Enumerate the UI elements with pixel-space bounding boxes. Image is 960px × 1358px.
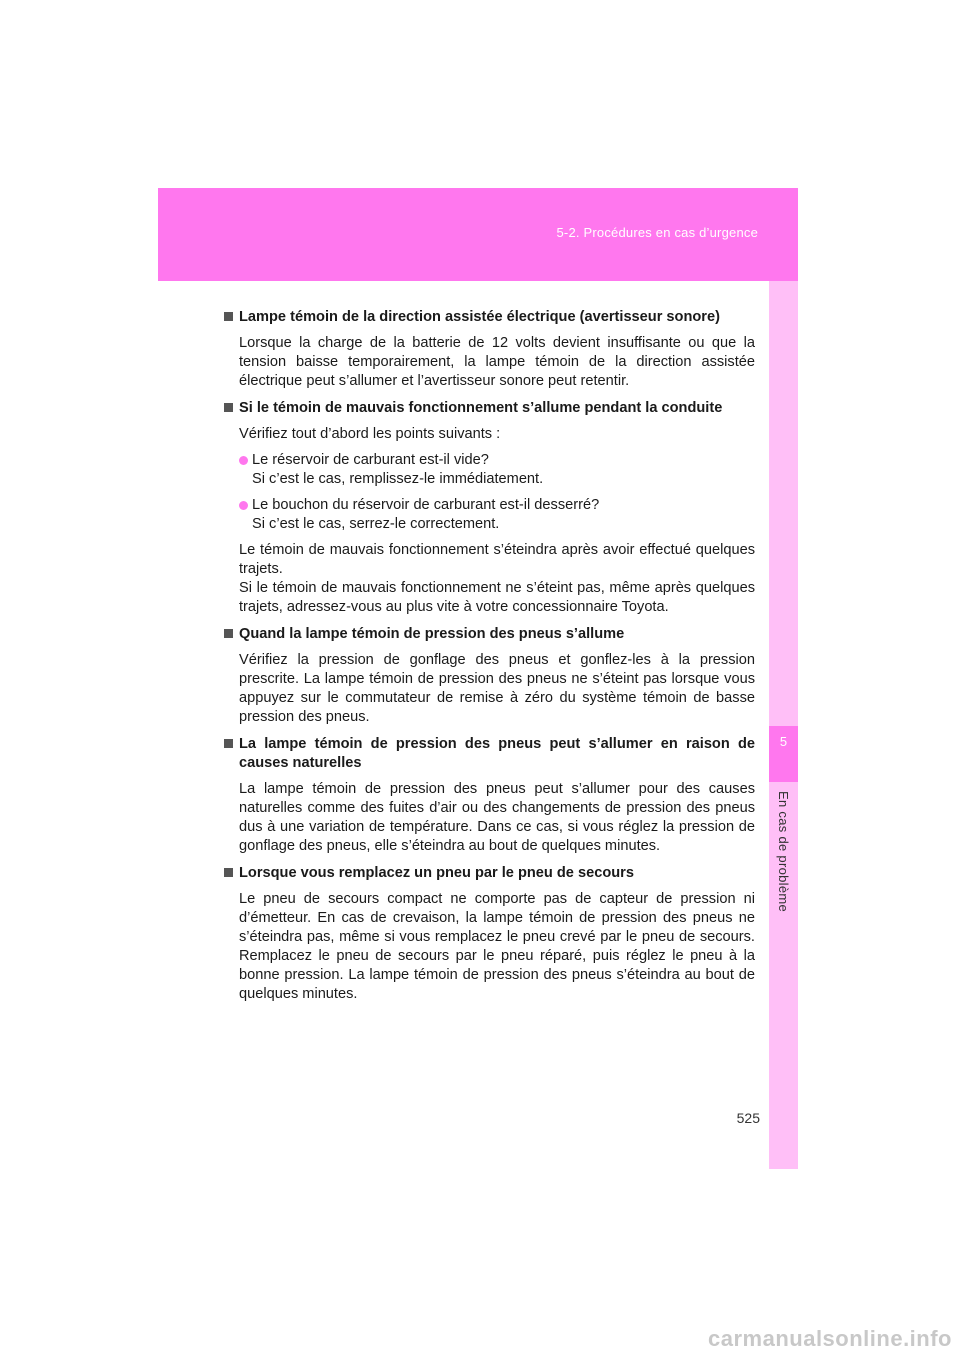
square-bullet-icon	[224, 739, 233, 748]
chapter-side-strip	[769, 281, 798, 1169]
bullet-question: Le bouchon du réservoir de carburant est-il desserré?	[252, 497, 600, 513]
section-heading: La lampe témoin de pression des pneus peut s’allumer en raison de causes naturelles	[224, 735, 755, 773]
watermark: carmanualsonline.info	[708, 1326, 952, 1351]
section-malfunction-indicator	[224, 399, 755, 617]
section-title: 5-2. Procédures en cas d’urgence	[556, 225, 758, 240]
list-item	[224, 496, 755, 534]
chapter-header-band	[158, 188, 798, 281]
section-heading: Lorsque vous remplacez un pneu par le pneu de secours	[224, 864, 755, 883]
section-heading: Lampe témoin de la direction assistée électrique (avertisseur sonore)	[224, 308, 755, 327]
bullet-answer: Si c’est le cas, remplissez-le immédiatement.	[252, 471, 544, 487]
paragraph-line: Le témoin de mauvais fonctionnement s’éteindra après avoir effectué quelques trajets.	[239, 542, 755, 577]
square-bullet-icon	[224, 312, 233, 321]
round-bullet-icon	[239, 456, 248, 465]
section-heading: Si le témoin de mauvais fonctionnement s’allume pendant la conduite	[224, 399, 755, 418]
section-tire-pressure-warning	[224, 625, 755, 727]
square-bullet-icon	[224, 629, 233, 638]
bullet-answer: Si c’est le cas, serrez-le correctement.	[252, 516, 500, 532]
section-natural-causes	[224, 735, 755, 856]
section-heading: Quand la lampe témoin de pression des pneus s’allume	[224, 625, 755, 644]
section-spare-tire	[224, 864, 755, 1004]
chapter-tab	[769, 726, 798, 782]
paragraph: Lorsque la charge de la batterie de 12 volts devient insuffisante ou que la tension baisse temporairement, la lampe témoin de la direction assistée électrique peut s’allumer et l’avertisseur sonore peut retentir.	[239, 335, 755, 389]
paragraph	[224, 541, 755, 617]
list-item	[224, 451, 755, 489]
paragraph: La lampe témoin de pression des pneus peut s’allumer pour des causes naturelles comme des fuites d’air ou des changements de pression des pneus dus à une variation de température. Dans ce cas, si vous réglez la pression de gonflage des pneus, elle s’éteindra au bout de quelques minutes.	[239, 781, 755, 854]
chapter-number: 5	[779, 734, 788, 749]
round-bullet-icon	[239, 501, 248, 510]
square-bullet-icon	[224, 868, 233, 877]
paragraph: Vérifiez la pression de gonflage des pneus et gonflez-les à la pression prescrite. La lampe témoin de pression des pneus ne s’éteint pas lorsque vous appuyez sur le commutateur de remise à zéro du système témoin de basse pression des pneus.	[239, 652, 755, 725]
bullet-question: Le réservoir de carburant est-il vide?	[252, 452, 489, 468]
page-number: 525	[736, 1110, 760, 1126]
page-content	[224, 308, 755, 1012]
square-bullet-icon	[224, 403, 233, 412]
chapter-label: En cas de problème	[776, 791, 791, 913]
paragraph: Vérifiez tout d’abord les points suivants :	[239, 426, 501, 442]
paragraph: Le pneu de secours compact ne comporte pas de capteur de pression ni d’émetteur. En cas de crevaison, la lampe témoin de pression des pneus ne s’éteindra pas, même si vous remplacez le pneu crevé par le pneu de secours. Remplacez le pneu de secours par le pneu réparé, puis réglez le pneu à la bonne pression. La lampe témoin de pression des pneus s’éteindra au bout de quelques minutes.	[239, 891, 755, 1002]
paragraph-line: Si le témoin de mauvais fonctionnement ne s’éteint pas, même après quelques trajets, adressez-vous au plus vite à votre concessionnaire Toyota.	[239, 580, 755, 615]
section-power-steering	[224, 308, 755, 391]
